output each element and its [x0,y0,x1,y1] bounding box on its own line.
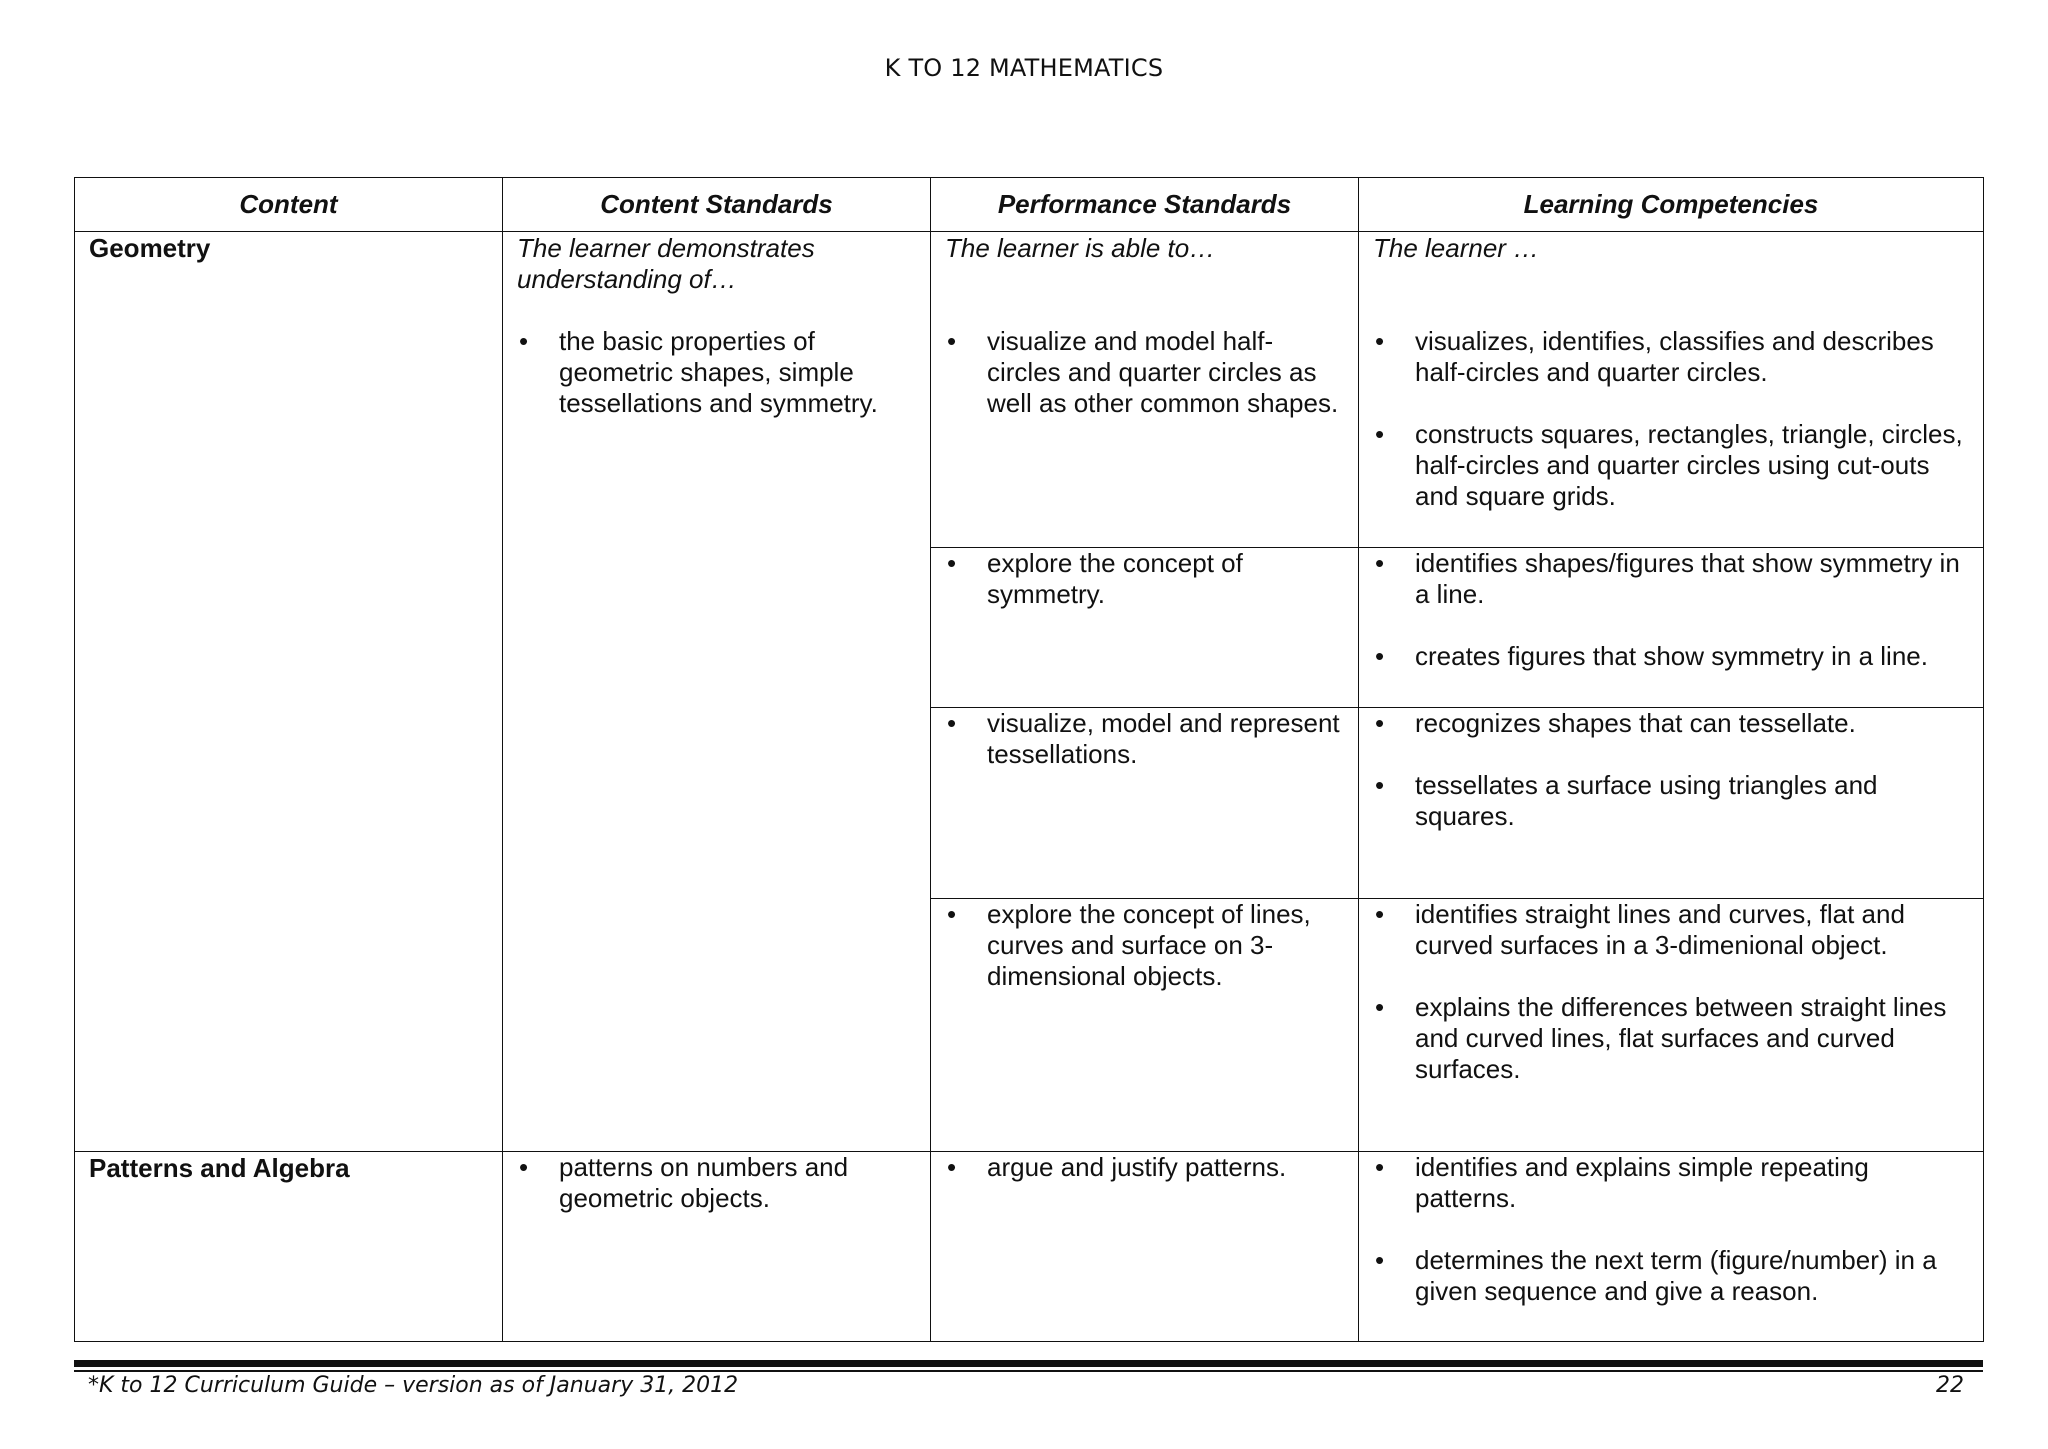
performance-list [945,548,1346,610]
competencies-list [1373,899,1971,1085]
topic-patterns-and-algebra: Patterns and Algebra [89,1153,350,1183]
table-row [75,232,1984,548]
content-cell-geometry [75,232,503,1152]
list-item: • recognizes shapes that can tessellate. [1373,708,1971,739]
performance-list [945,708,1346,770]
content-standards-list [517,1152,918,1214]
list-item: • explore the concept of lines, curves and surface on 3-dimensional objects. [945,899,1346,992]
content-standards-intro: The learner demonstrates understanding of… [517,233,815,294]
curriculum-table [74,177,1984,1342]
performance-list [945,326,1346,419]
content-standards-cell-geometry [503,232,931,1152]
performance-cell [931,232,1359,548]
footer-guide-version: *K to 12 Curriculum Guide – version as of January 31, 2012 [88,1373,739,1398]
column-header-content: Content [75,178,503,232]
page-number: 22 [1936,1373,1964,1398]
competencies-list [1373,326,1971,512]
content-cell-patterns [75,1152,503,1342]
list-item: • explains the differences between straight lines and curved lines, flat surfaces and curved surfaces. [1373,992,1971,1085]
performance-cell [931,548,1359,708]
topic-geometry: Geometry [89,233,211,263]
list-item: • argue and justify patterns. [945,1152,1346,1183]
list-item: • identifies shapes/figures that show symmetry in a line. [1373,548,1971,610]
competencies-cell [1359,232,1984,548]
table-row [75,1152,1984,1342]
competencies-list [1373,548,1971,672]
content-standards-cell-patterns [503,1152,931,1342]
performance-list [945,899,1346,992]
list-item: • explore the concept of symmetry. [945,548,1346,610]
content-standards-list [517,326,918,419]
list-item: • identifies and explains simple repeating patterns. [1373,1152,1971,1214]
list-item: • constructs squares, rectangles, triangle, circles, half-circles and quarter circles using cut-outs and square grids. [1373,419,1971,512]
list-item: • identifies straight lines and curves, flat and curved surfaces in a 3-dimenional object. [1373,899,1971,961]
competencies-intro: The learner … [1373,233,1540,263]
column-header-performance-standards: Performance Standards [931,178,1359,232]
competencies-cell [1359,708,1984,899]
list-item: • determines the next term (figure/number) in a given sequence and give a reason. [1373,1245,1971,1307]
competencies-cell [1359,1152,1984,1342]
list-item: • visualize, model and represent tessellations. [945,708,1346,770]
list-item: • visualizes, identifies, classifies and describes half-circles and quarter circles. [1373,326,1971,388]
list-item: • creates figures that show symmetry in a line. [1373,641,1971,672]
list-item: • visualize and model half-circles and quarter circles as well as other common shapes. [945,326,1346,419]
competencies-cell [1359,548,1984,708]
competencies-list [1373,708,1971,832]
performance-cell [931,708,1359,899]
page-title: K TO 12 MATHEMATICS [884,54,1164,82]
competencies-list [1373,1152,1971,1307]
competencies-cell [1359,899,1984,1152]
performance-cell [931,1152,1359,1342]
list-item: • patterns on numbers and geometric objects. [517,1152,918,1214]
table-header-row [75,178,1984,232]
performance-list [945,1152,1346,1183]
footer-rule-thin [74,1370,1983,1372]
list-item: • tessellates a surface using triangles and squares. [1373,770,1971,832]
performance-intro: The learner is able to… [945,233,1216,263]
footer-rule-thick [74,1360,1983,1367]
column-header-content-standards: Content Standards [503,178,931,232]
performance-cell [931,899,1359,1152]
column-header-learning-competencies: Learning Competencies [1359,178,1984,232]
list-item: • the basic properties of geometric shapes, simple tessellations and symmetry. [517,326,918,419]
